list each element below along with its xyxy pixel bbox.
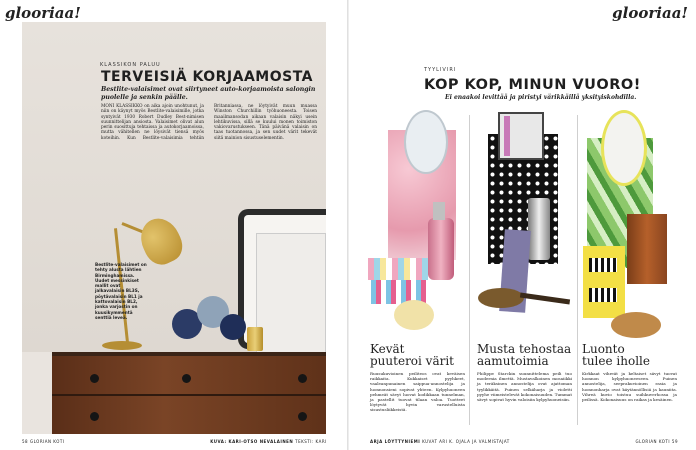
column-3-text: Kirkkaat vihreät ja keltaiset sävyt tuovat luonnon kylpyhuoneeseen. Puinen annostelija, seeprakuvioinen rasia ja luonnonharja ovat käytännöllisiä ja kauniita. Vihreä kuvio toistuu suihkuverhossa ja peilissä. Kokonaisuus on raikas ja kesäinen. xyxy=(582,371,677,403)
folio-page-number: 58 xyxy=(22,439,29,444)
drawer-knob xyxy=(298,412,307,421)
oval-mirror xyxy=(404,110,448,174)
column-1-text: Ruusukuvioinen peiliteos ovat keväisen raikkaita. Kukkaiset pyyhkeet, vaaleanpunainen saippua-annostelija ja luonnonsieni sopivat yhteen. Kylpyhuoneen pehmeät sävyt luovat kodikkaan tunnelman, ja pastellit tuovat tilaan valoa. Tuotteet löytyvät hyvin varustelluista sisustusliikkeistä. xyxy=(370,371,465,413)
folio-label: GLORIAN KOTI xyxy=(30,439,65,444)
left-folio xyxy=(22,439,327,444)
column-2-text: Philippe Starckin suunnittelema peili tuo modernia ilmettä. Mustavalkoinen mosaiikki ja teräksinen annostelija ovat ajattoman tyylikkäitä. Puinen selkäharja ja violetti pyyhe viimeistelevät kokonaisuuden. Tummat sävyt sopivat hyvin valoisiin kylpyhuoneisiin. xyxy=(477,371,572,403)
page-gutter xyxy=(347,0,349,450)
left-kicker: KLASSIKON PALUU xyxy=(100,62,161,68)
steel-soap-dispenser xyxy=(528,198,550,260)
right-folio-credits: ARJA LÖYTTYNIEMI KUVAT ARI K. OJALA JA VALMISTAJAT xyxy=(370,439,510,444)
right-article-lead: Ei enaakoi levittää ja piristyi värikkäillä yksityiskohdilla. xyxy=(445,94,637,101)
flowery-towel xyxy=(368,258,428,280)
column-separator xyxy=(469,115,470,425)
natural-sponge xyxy=(394,300,434,330)
right-folio xyxy=(636,439,678,444)
brush-handle xyxy=(520,293,570,305)
folio-label: GLORIAN KOTI xyxy=(635,439,670,444)
right-article-title: KOP KOP, MINUN VUORO! xyxy=(424,77,641,93)
drawer-knob xyxy=(298,374,307,383)
drawer-knob xyxy=(182,374,191,383)
wood-soap-dispenser xyxy=(627,214,667,284)
column-separator xyxy=(577,115,578,425)
photo-caption: Bestlite-valaisimet on tehty alusta lähtien Birminghamissa. Uudet messinkiset mallit ovat jalkavalaisin BL3S, pöytävalaisin BL1 ja kattovalaisin BL2, jonka varjostin on kuusikymmentä senttiä leveä. xyxy=(95,262,147,320)
zebra-print xyxy=(589,258,617,272)
walnut-dresser xyxy=(52,352,326,434)
left-article-lead: Bestlite-valaisimet ovat siirtyneet auto-korjaamoista salongin puolelle ja senkin päälle. xyxy=(101,86,316,101)
pink-soap-dispenser xyxy=(428,218,454,280)
left-article-title: TERVEISIÄ KORJAAMOSTA xyxy=(101,69,313,85)
dispenser-pump xyxy=(433,202,445,220)
brass-cup xyxy=(247,327,263,351)
column-2-title: Musta tehostaa aamutoimia xyxy=(477,342,572,368)
magazine-logo-left: glooriaa! xyxy=(5,4,81,22)
round-mirror xyxy=(601,110,647,186)
pastel-products-photo xyxy=(366,108,466,338)
right-kicker: TYYLIVIRI xyxy=(424,67,457,73)
nature-products-photo xyxy=(581,108,681,338)
column-1-title: Kevät puuteroi värit xyxy=(370,342,455,368)
body-brush xyxy=(478,288,524,308)
left-article-body: MONI KLASSIKKO on aika ajoin unohtunut, ja niin on käynyt myös Bestlite-valaisimille, jotka syntyivät 1930 Robert Dudley Best-nimisen suunnittelijan ansiosta. Valaisimet olivat alun perin suosittuja tehtaissa ja autokorjaamoissa, mutta vähitellen ne löysivät tiensä myös koteihin. Kun Bestlite-valaisimia tehtiin Britanniassa, ne löytyivät muun muassa Winston Churchillin työhuoneesta. Toisen maailmansodan aikaan valaisin näkyi usein lehtikuvissa, sillä se kuului monen toimiston vakiovarustukseen. Tänä päivänä valaisin on taas tuotannossa, ja sen uudet värit tekevät siitä mainion sisustuselementin. xyxy=(101,104,317,141)
drawer-knob xyxy=(90,412,99,421)
mirror-reflection xyxy=(504,116,510,156)
folio-page-number: 59 xyxy=(671,439,678,444)
zebra-print xyxy=(589,288,617,302)
magazine-logo-right: glooriaa! xyxy=(612,4,688,22)
black-products-photo xyxy=(474,108,574,338)
drawer-knob xyxy=(90,374,99,383)
zebra-box xyxy=(583,246,625,318)
folio-credits-bold: KUVA: KARI-OTSO NEVALAINEN xyxy=(210,439,294,444)
folio-credits: TEKSTI: KARI xyxy=(295,439,327,444)
decor-ball xyxy=(220,314,246,340)
round-brush xyxy=(611,312,661,338)
column-3-title: Luonto tulee iholle xyxy=(582,342,650,368)
lamp-base xyxy=(102,341,142,350)
